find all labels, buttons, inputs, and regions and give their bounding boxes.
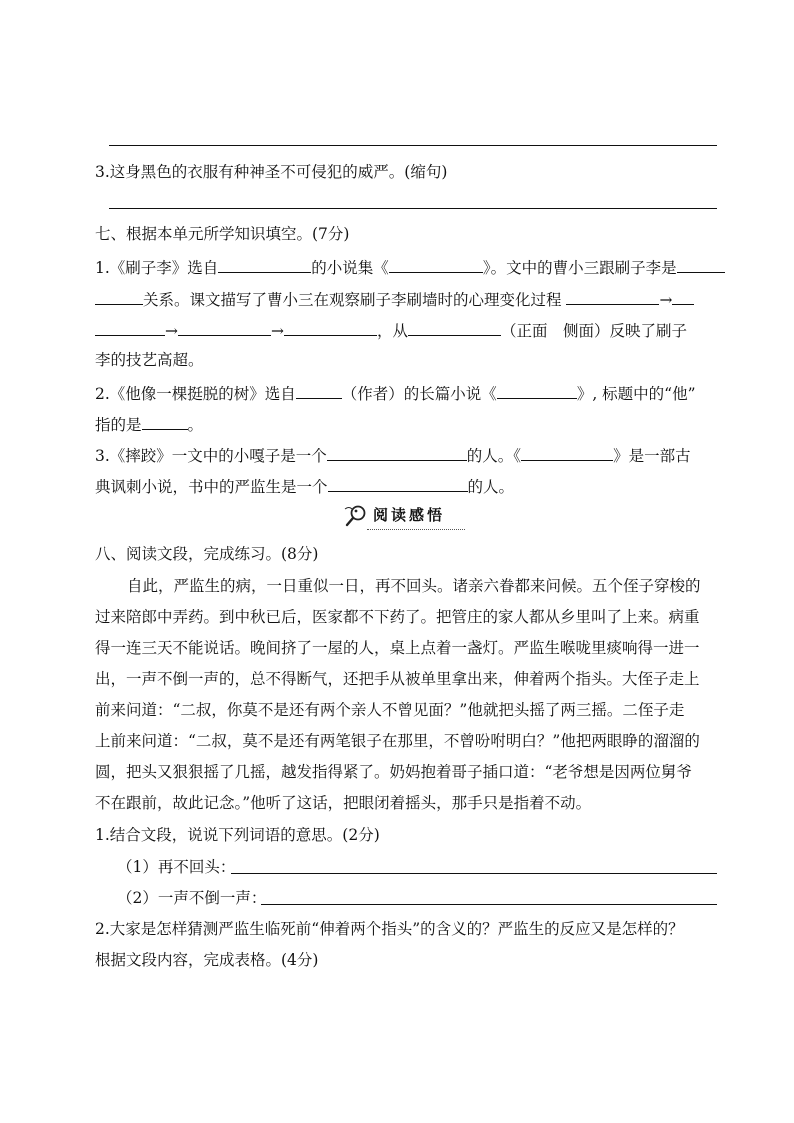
answer-blank[interactable] [261, 904, 717, 905]
passage-line: 得一连三天不能说话。晚间挤了一屋的人，桌上点着一盏灯。严监生喉咙里痰响得一进一 [95, 639, 700, 657]
blank[interactable] [408, 318, 501, 336]
s8-q2-line1: 2.大家是怎样猜测严监生临死前“伸着两个指头”的含义的？严监生的反应又是怎样的？ [95, 920, 684, 938]
answer-line [109, 208, 717, 209]
answer-blank[interactable] [231, 873, 717, 874]
blank[interactable] [142, 412, 188, 430]
blank[interactable] [672, 287, 694, 305]
s8-q2-line2: 根据文段内容，完成表格。(4分) [95, 951, 319, 969]
s6-item3: 3.这身黑色的衣服有种神圣不可侵犯的威严。(缩句) [95, 163, 448, 181]
s8-q1: 1.结合文段，说说下列词语的意思。(2分) [95, 826, 380, 844]
banner-text: 阅读感悟 [373, 506, 446, 524]
s7-q3-line2: 典讽刺小说，书中的严监生是一个 的人。 [95, 474, 514, 498]
blank[interactable] [284, 318, 377, 336]
s7-q1-line3: → → ，从 （正面 侧面）反映了刷子 [95, 318, 687, 342]
magnifier-icon [343, 503, 369, 529]
blank[interactable] [95, 287, 143, 305]
section7-title: 七、根据本单元所学知识填空。(7分) [95, 225, 350, 243]
s7-q3-line1: 3.《摔跤》一文中的小嘎子是一个 的人。《 》是一部古 [95, 443, 691, 467]
passage-line: 前来问道：“二叔，你莫不是还有两个亲人不曾见面？”他就把头摇了两三摇。二侄子走 [95, 701, 685, 719]
passage-line: 不在跟前，故此记念。”他听了这话，把眼闭着摇头，那手只是指着不动。 [95, 794, 592, 812]
s7-q1-line4: 李的技艺高超。 [95, 351, 204, 369]
s8-q1-2-label: （2）一声不倒一声： [117, 889, 267, 907]
passage-line: 自此，严监生的病，一日重似一日，再不回头。诸亲六眷都来问候。五个侄子穿梭的 [127, 577, 701, 595]
blank[interactable] [95, 318, 165, 336]
blank[interactable] [296, 381, 342, 399]
s7-q2-line2: 指的是 。 [95, 412, 203, 436]
blank[interactable] [389, 255, 483, 273]
section8-title: 八、阅读文段，完成练习。(8分) [95, 545, 319, 563]
blank[interactable] [178, 318, 271, 336]
passage-line: 上前来问道：“二叔，莫不是还有两笔银子在那里，不曾吩咐明白？”他把两眼睁的溜溜的 [95, 732, 700, 750]
passage-line: 出，一声不倒一声的，总不得断气，还把手从被单里拿出来，伸着两个指头。大侄子走上 [95, 670, 700, 688]
blank[interactable] [328, 474, 468, 492]
blank[interactable] [521, 443, 613, 461]
s7-q1-line1: 1.《刷子李》选自 的小说集《 》。文中的曹小三跟刷子李是 [95, 255, 725, 279]
blank[interactable] [327, 443, 467, 461]
s7-q2-line1: 2.《他像一棵挺脱的树》选自 （作者）的长篇小说《 》, 标题中的“他” [95, 381, 696, 405]
answer-line [109, 145, 717, 146]
passage-line: 过来陪郎中弄药。到中秋已后，医家都不下药了。把管庄的家人都从乡里叫了上来。病重 [95, 608, 700, 626]
blank[interactable] [218, 255, 311, 273]
s7-q1-line2: 关系。课文描写了曹小三在观察刷子李刷墙时的心理变化过程 → [95, 287, 694, 311]
banner-underline [367, 529, 465, 530]
blank[interactable] [497, 381, 577, 399]
reading-banner [343, 503, 467, 529]
blank[interactable] [677, 255, 725, 273]
passage-line: 圆，把头又狠狠摇了几摇，越发指得紧了。奶妈抱着哥子插口道：“老爷想是因两位舅爷 [95, 763, 692, 781]
s8-q1-1-label: （1）再不回头： [117, 858, 236, 876]
blank[interactable] [566, 287, 659, 305]
